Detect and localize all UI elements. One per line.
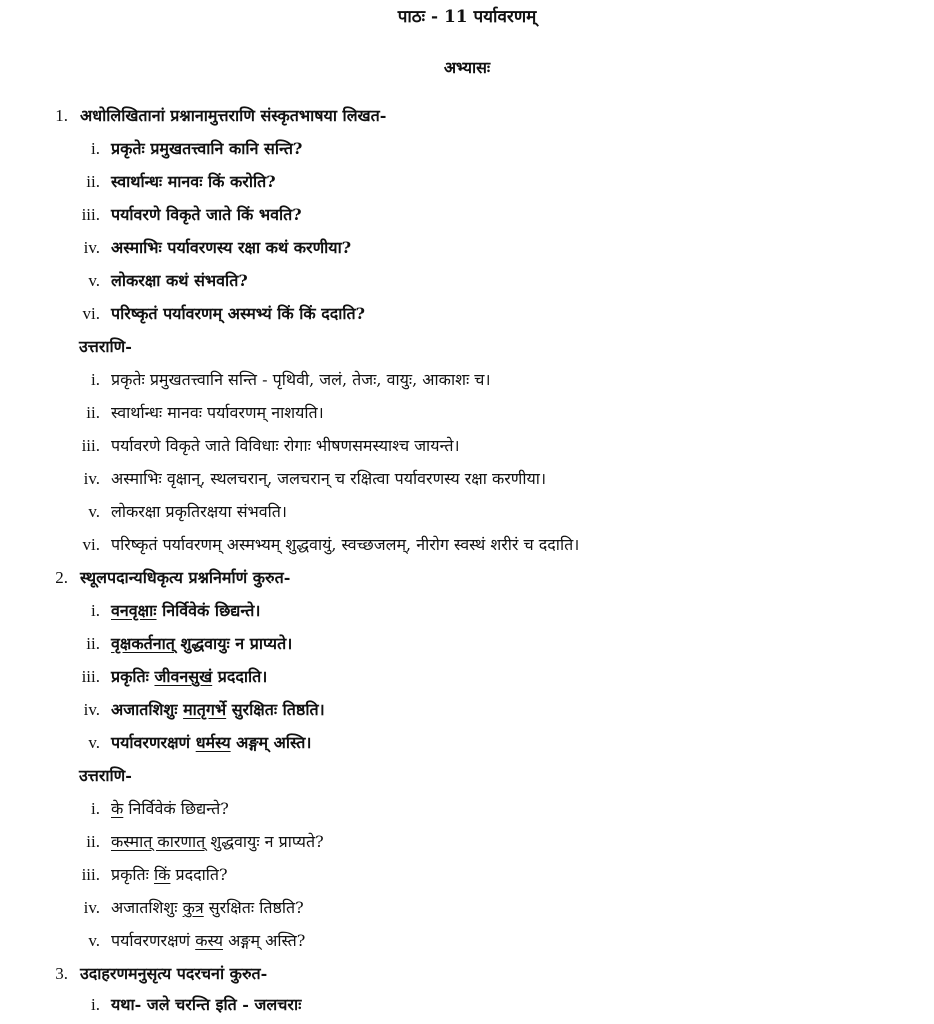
item-text: पर्यावरणे विकृते जाते विविधाः रोगाः भीषणसमस्याश्च जायन्ते। xyxy=(111,436,460,455)
item-text: अजातशिशुः मातृगर्भे सुरक्षितः तिष्ठति। xyxy=(111,700,325,719)
item-number: iv. xyxy=(83,700,100,719)
item-text: के निर्विवेकं छिद्यन्ते? xyxy=(111,799,229,818)
item-number: iv. xyxy=(83,469,100,488)
item-text: पर्यावरणरक्षणं धर्मस्य अङ्गम् अस्ति। xyxy=(111,733,312,752)
item-number: v. xyxy=(88,271,100,290)
item-number: iii. xyxy=(81,436,100,455)
item-text: लोकरक्षा प्रकृतिरक्षया संभवति। xyxy=(111,502,287,521)
item-text: प्रकृतेः प्रमुखतत्त्वानि कानि सन्ति? xyxy=(111,139,303,158)
item-number: i. xyxy=(91,601,100,620)
item-number: vi. xyxy=(82,535,100,554)
item-text: प्रकृतेः प्रमुखतत्त्वानि सन्ति - पृथिवी, जलं, तेजः, वायुः, आकाशः च। xyxy=(111,370,491,389)
question-instruction: अधोलिखितानां प्रश्नानामुत्तराणि संस्कृतभाषया लिखत- xyxy=(80,106,387,125)
item-text: प्रकृतिः किं प्रददाति? xyxy=(111,865,228,884)
item-text: अस्माभिः पर्यावरणस्य रक्षा कथं करणीया? xyxy=(111,238,352,257)
item-number: ii. xyxy=(86,832,100,851)
item-number: iii. xyxy=(81,865,100,884)
item-number: i. xyxy=(91,995,100,1014)
item-text: अजातशिशुः कुत्र सुरक्षितः तिष्ठति? xyxy=(111,898,304,917)
underlined-word: जीवनसुखं xyxy=(154,667,213,686)
underlined-word: कस्मात् कारणात् xyxy=(111,832,206,851)
underlined-word: के xyxy=(111,799,124,818)
item-number: ii. xyxy=(86,403,100,422)
item-number: iii. xyxy=(81,667,100,686)
item-number: ii. xyxy=(86,172,100,191)
item-text: कस्मात् कारणात् शुद्धवायुः न प्राप्यते? xyxy=(111,832,324,851)
question-number: 2. xyxy=(55,568,68,587)
item-text: परिष्कृतं पर्यावरणम् अस्मभ्यं किं किं ददाति? xyxy=(111,304,366,323)
answers-heading-text: उत्तराणि- xyxy=(79,766,132,785)
item-number: v. xyxy=(88,502,100,521)
item-text: वृक्षकर्तनात् शुद्धवायुः न प्राप्यते। xyxy=(111,634,293,653)
item-text: पर्यावरणे विकृते जाते किं भवति? xyxy=(111,205,302,224)
item-number: i. xyxy=(91,370,100,389)
question-instruction: स्थूलपदान्यधिकृत्य प्रश्ननिर्माणं कुरुत- xyxy=(80,568,291,587)
underlined-word: किं xyxy=(153,865,171,884)
item-text: यथा- जले चरन्ति इति - जलचराः xyxy=(111,995,302,1014)
question-number: 1. xyxy=(55,106,68,125)
item-text: प्रकृतिः जीवनसुखं प्रददाति। xyxy=(111,667,268,686)
item-number: ii. xyxy=(86,634,100,653)
item-text: स्वार्थान्धः मानवः पर्यावरणम् नाशयति। xyxy=(111,403,324,422)
item-text: वनवृक्षाः निर्विवेकं छिद्यन्ते। xyxy=(111,601,261,620)
item-number: iii. xyxy=(81,205,100,224)
underlined-word: धर्मस्य xyxy=(195,733,231,752)
item-number: i. xyxy=(91,139,100,158)
lesson-title: पाठः - 11 पर्यावरणम् xyxy=(397,7,537,27)
item-number: vi. xyxy=(82,304,100,323)
item-text: लोकरक्षा कथं संभवति? xyxy=(111,271,248,290)
item-number: v. xyxy=(88,733,100,752)
underlined-word: कस्य xyxy=(195,931,223,950)
item-number: iv. xyxy=(83,898,100,917)
underlined-word: कुत्र xyxy=(182,898,204,917)
item-number: iv. xyxy=(83,238,100,257)
underlined-word: वृक्षकर्तनात् xyxy=(111,634,175,653)
item-number: v. xyxy=(88,931,100,950)
question-instruction: उदाहरणमनुसृत्य पदरचनां कुरुत- xyxy=(80,964,268,983)
exercise-heading: अभ्यासः xyxy=(443,58,491,77)
item-text: परिष्कृतं पर्यावरणम् अस्मभ्यम् शुद्धवायुं, स्वच्छजलम्, नीरोग स्वस्थं शरीरं च ददाति। xyxy=(111,535,580,554)
item-text: अस्माभिः वृक्षान्, स्थलचरान्, जलचरान् च रक्षित्वा पर्यावरणस्य रक्षा करणीया। xyxy=(111,469,547,488)
underlined-word: मातृगर्भे xyxy=(183,700,227,719)
item-text: पर्यावरणरक्षणं कस्य अङ्गम् अस्ति? xyxy=(111,931,306,950)
item-text: स्वार्थान्धः मानवः किं करोति? xyxy=(111,172,276,191)
underlined-word: वनवृक्षाः xyxy=(111,601,157,620)
answers-heading-text: उत्तराणि- xyxy=(79,337,132,356)
question-number: 3. xyxy=(55,964,68,983)
item-number: i. xyxy=(91,799,100,818)
